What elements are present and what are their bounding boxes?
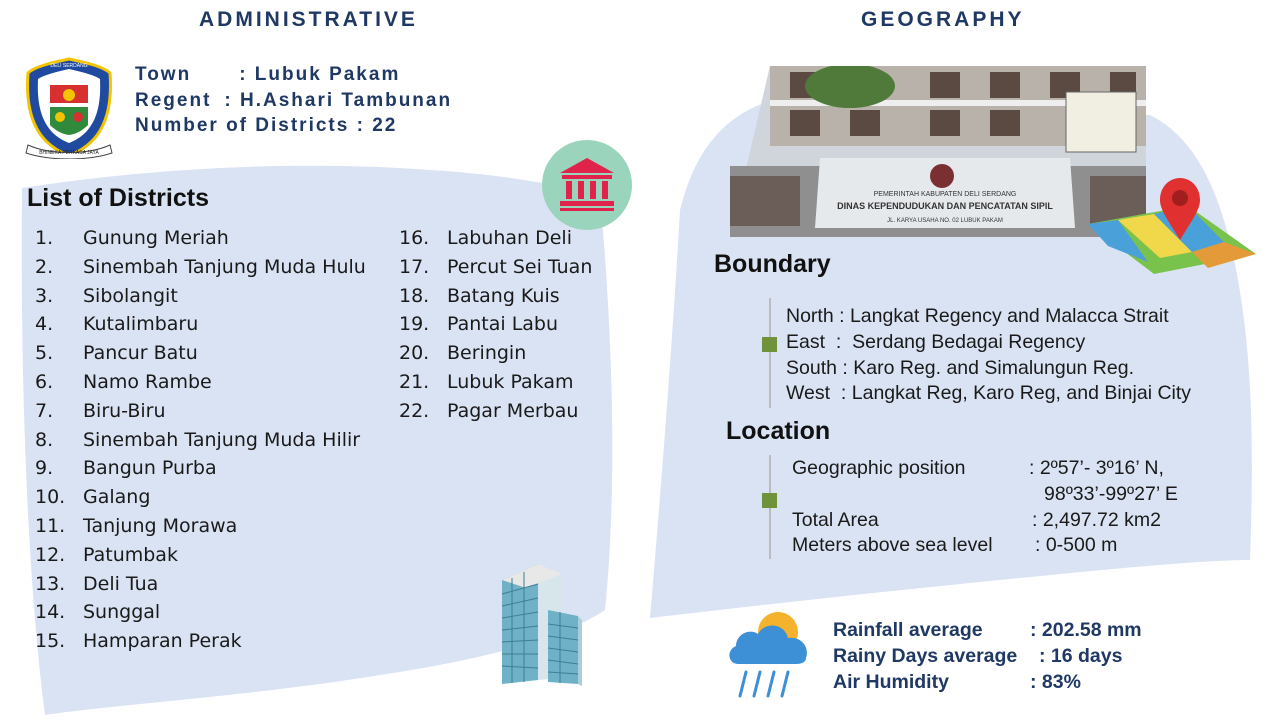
location-bullet [762,493,777,508]
boundary-row: South : Karo Reg. and Simalungun Reg. [786,356,1134,379]
list-item: 8. Sinembah Tanjung Muda Hilir [35,428,361,451]
regent-label: Regent [135,89,212,111]
map-pin-icon [1088,176,1256,274]
list-item: 4. Kutalimbaru [35,313,199,336]
list-item: 15. Hamparan Perak [35,630,242,653]
districts-count-value: 22 [372,115,398,136]
boundary-bullet [762,337,777,352]
deli-serdang-logo [20,55,118,159]
list-item: 1. Gunung Meriah [35,227,229,249]
office-building-illustration [730,66,1146,237]
district-list-column-1 [35,224,366,656]
list-item: 6. Namo Rambe [35,370,212,393]
list-item: 22. Pagar Merbau [399,399,579,422]
list-item: 16. Labuhan Deli [399,227,572,249]
list-item: 7. Biru-Biru [35,399,166,422]
list-item: 5. Pancur Batu [35,342,198,365]
list-item: 13. Deli Tua [35,572,159,595]
town-label: Town [135,64,192,85]
list-item: 11. Tanjung Morawa [35,514,238,537]
regent-value: H.Ashari Tambunan [240,89,453,111]
admin-info: Town : Lubuk Pakam Regent : H.Ashari Tambunan Number of Districts : 22 [135,64,453,136]
government-building-icon [542,140,632,230]
list-item: 14. Sunggal [35,601,161,624]
list-item: 2. Sinembah Tanjung Muda Hulu [35,255,366,278]
list-item: 17. Percut Sei Tuan [399,255,593,278]
skyscraper-icon [498,560,582,688]
sign-line-3: JL. KARYA USAHA NO. 02 LUBUK PAKAM [887,218,1003,224]
geography-title: GEOGRAPHY [861,8,1025,31]
list-item: 18. Batang Kuis [399,284,560,307]
districts-count-label: Number of Districts [135,115,350,136]
list-item: 3. Sibolangit [35,284,178,307]
rain-cloud-icon [726,610,812,702]
location-title: Location [726,417,831,445]
sign-line-1: PEMERINTAH KABUPATEN DELI SERDANG [873,191,1017,198]
list-item: 10. Galang [35,486,151,509]
town-value: Lubuk Pakam [254,64,401,85]
boundary-row: West : Langkat Reg, Karo Reg, and Binjai City [786,382,1192,405]
administrative-title: ADMINISTRATIVE [199,8,418,31]
list-item: 21. Lubuk Pakam [399,370,574,393]
sign-line-2: DINAS KEPENDUDUKAN DAN PENCATATAN SIPIL [837,201,1053,211]
logo-text-top: DELI SERDANG [50,63,88,69]
district-list-column-2 [399,224,592,426]
boundary-list [786,304,1191,407]
list-item: 19. Pantai Labu [399,313,559,336]
list-item: 12. Patumbak [35,543,178,566]
boundary-row: North : Langkat Regency and Malacca Strait [786,305,1169,327]
boundary-title: Boundary [714,250,831,278]
logo-text-bottom: BHINEKA PERKASA JAYA [39,150,99,156]
boundary-row: East : Serdang Bedagai Regency [786,330,1086,353]
list-item: 20. Beringin [399,342,527,365]
list-of-districts-title: List of Districts [27,184,209,212]
office-building-photo [730,66,1146,237]
list-item: 9. Bangun Purba [35,457,217,480]
boundary-divider [769,298,771,408]
